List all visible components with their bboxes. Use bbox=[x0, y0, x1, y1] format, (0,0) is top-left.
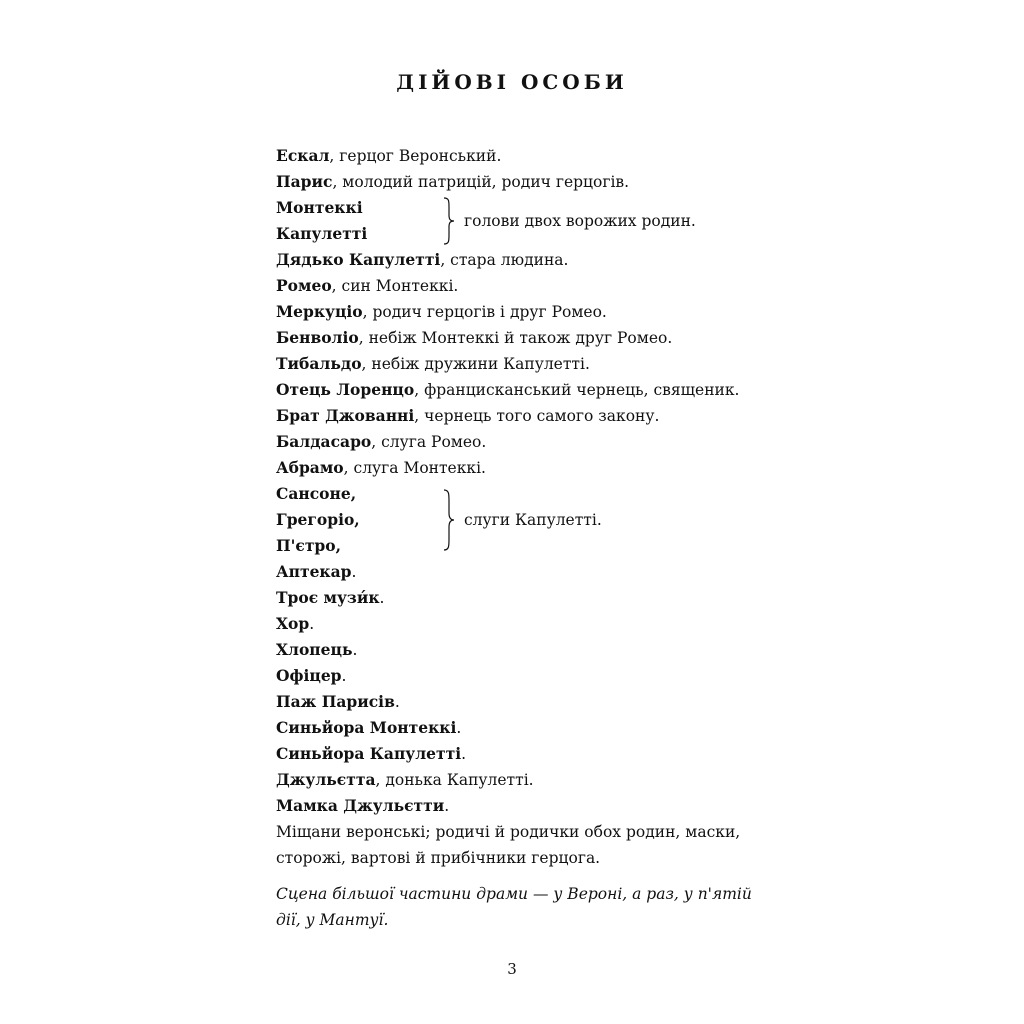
curly-brace-icon bbox=[442, 489, 456, 551]
character-name: Сансоне, bbox=[276, 484, 357, 503]
character-description: , небіж дружини Капулетті. bbox=[361, 355, 590, 373]
character-description: . bbox=[351, 563, 357, 581]
citizens-line: сторожі, вартові й прибічники герцога. bbox=[276, 849, 601, 867]
cast-entry bbox=[276, 143, 756, 169]
character-description: . bbox=[456, 719, 462, 737]
cast-entry bbox=[276, 741, 756, 767]
character-name: Мамка Джульєтти bbox=[276, 796, 445, 815]
character-name: Тибальдо bbox=[276, 354, 362, 373]
character-description: . bbox=[341, 667, 347, 685]
cast-list bbox=[276, 143, 756, 933]
cast-entry bbox=[276, 533, 756, 559]
page-title: ДІЙОВІ ОСОБИ bbox=[396, 70, 628, 94]
character-name: Офіцер bbox=[276, 666, 342, 685]
character-description: , донька Капулетті. bbox=[375, 771, 534, 789]
character-description: . bbox=[379, 589, 385, 607]
cast-entry bbox=[276, 481, 756, 507]
character-name: Отець Лоренцо bbox=[276, 380, 415, 399]
cast-entry bbox=[276, 455, 756, 481]
cast-entry bbox=[276, 559, 756, 585]
character-name: Синьйора Капулетті bbox=[276, 744, 462, 763]
cast-entry bbox=[276, 403, 756, 429]
cast-entry bbox=[276, 793, 756, 819]
group-note: слуги Капулетті. bbox=[464, 511, 602, 529]
character-name: Хор bbox=[276, 614, 310, 633]
character-name: Грегоріо, bbox=[276, 510, 360, 529]
scene-line: Сцена більшої частини драми — у Вероні, а раз, у п'ятій bbox=[276, 885, 752, 903]
curly-brace-icon bbox=[442, 197, 456, 245]
character-description: , родич герцогів і друг Ромео. bbox=[362, 303, 607, 321]
character-description: , францисканський чернець, священик. bbox=[414, 381, 740, 399]
character-description: , небіж Монтеккі й також друг Ромео. bbox=[358, 329, 673, 347]
page-number: 3 bbox=[507, 960, 517, 978]
character-name: Меркуціо bbox=[276, 302, 363, 321]
cast-entry bbox=[276, 689, 756, 715]
character-name: Абрамо bbox=[276, 458, 344, 477]
character-description: , стара людина. bbox=[440, 251, 569, 269]
character-description: , слуга Ромео. bbox=[371, 433, 487, 451]
cast-entry bbox=[276, 325, 756, 351]
character-name: Балдасаро bbox=[276, 432, 372, 451]
character-name: Хлопець bbox=[276, 640, 353, 659]
cast-entry bbox=[276, 663, 756, 689]
cast-entry bbox=[276, 273, 756, 299]
cast-entry bbox=[276, 637, 756, 663]
cast-entry bbox=[276, 299, 756, 325]
character-description: , чернець того самого закону. bbox=[414, 407, 660, 425]
character-name: Брат Джованні bbox=[276, 406, 415, 425]
group-note: голови двох ворожих родин. bbox=[464, 212, 696, 230]
character-description: . bbox=[444, 797, 450, 815]
character-name: Паж Парисів bbox=[276, 692, 395, 711]
character-description: , син Монтеккі. bbox=[331, 277, 459, 295]
character-name: Синьйора Монтеккі bbox=[276, 718, 457, 737]
cast-entry bbox=[276, 377, 756, 403]
scene-note bbox=[276, 881, 756, 933]
scene-line: дії, у Мантуї. bbox=[276, 911, 389, 929]
character-description: , слуга Монтеккі. bbox=[343, 459, 486, 477]
character-name: Монтеккі bbox=[276, 198, 363, 217]
cast-entry bbox=[276, 351, 756, 377]
cast-entry bbox=[276, 611, 756, 637]
character-name: П'єтро, bbox=[276, 536, 341, 555]
cast-group-servants bbox=[276, 481, 756, 559]
character-name: Капулетті bbox=[276, 224, 368, 243]
character-description: , молодий патрицій, родич герцогів. bbox=[332, 173, 630, 191]
character-description: . bbox=[461, 745, 467, 763]
cast-entry bbox=[276, 715, 756, 741]
character-description: . bbox=[352, 641, 358, 659]
character-description: , герцог Веронський. bbox=[329, 147, 502, 165]
character-name: Джульєтта bbox=[276, 770, 376, 789]
character-name: Аптекар bbox=[276, 562, 352, 581]
cast-group-family-heads bbox=[276, 195, 756, 247]
cast-entry bbox=[276, 429, 756, 455]
character-name: Парис bbox=[276, 172, 333, 191]
character-name: Ескал bbox=[276, 146, 330, 165]
citizens-note bbox=[276, 819, 756, 871]
character-description: . bbox=[394, 693, 400, 711]
cast-entry bbox=[276, 169, 756, 195]
character-name: Ромео bbox=[276, 276, 332, 295]
character-name: Дядько Капулетті bbox=[276, 250, 441, 269]
cast-entry bbox=[276, 585, 756, 611]
character-description: . bbox=[309, 615, 315, 633]
character-name: Бенволіо bbox=[276, 328, 359, 347]
cast-entry bbox=[276, 767, 756, 793]
citizens-line: Міщани веронські; родичі й родички обох родин, маски, bbox=[276, 823, 741, 841]
cast-entry bbox=[276, 247, 756, 273]
character-name: Троє музи́к bbox=[276, 588, 380, 607]
